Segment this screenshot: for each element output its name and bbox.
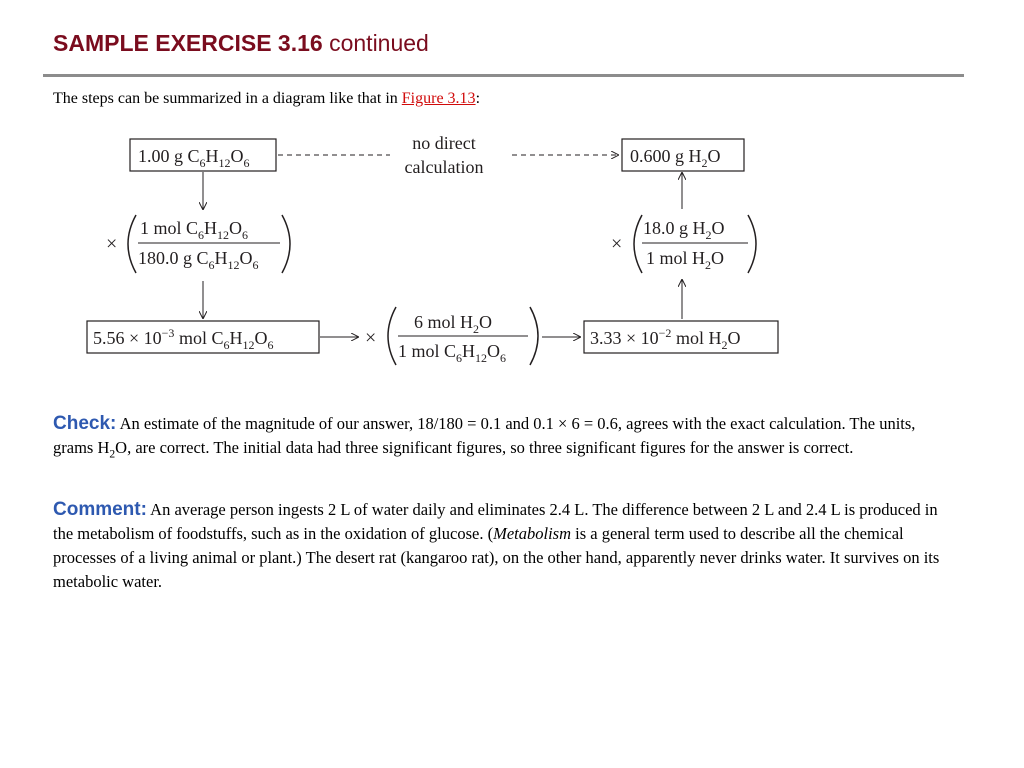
- no-direct-label-2: calculation: [404, 157, 484, 177]
- start-mass-text: 1.00 g $C_6H_{12}O_6$: [138, 146, 250, 170]
- end-mass-text: 0.600 g $H_2O$: [630, 146, 721, 170]
- moles-water-text: $3.33 \times 10^{-2}$ mol $H_2O$: [590, 326, 741, 352]
- times-sign-2: ×: [365, 327, 377, 349]
- comment-text-2: is a general term used to describe all the chemical processes of a living animal or plant.) The desert rat (kangaroo rat), on the other hand, apparently never drinks water. It survives on its metabolic water.: [53, 524, 940, 591]
- paren-left-1: [128, 215, 136, 273]
- check-subscript: 2: [109, 448, 116, 461]
- times-sign-3: ×: [611, 233, 623, 255]
- factor3-denominator: 1 mol $H_2O$: [646, 248, 725, 272]
- intro-text: [53, 90, 480, 108]
- paren-right-3: [748, 215, 756, 273]
- comment-italic-term: Metabolism: [493, 524, 571, 543]
- intro-sentence: The steps can be summarized in a diagram like that in: [53, 90, 398, 107]
- moles-glucose-text: $5.56 \times 10^{-3}$ mol $C_6H_{12}O_6$: [93, 326, 274, 352]
- comment-label: Comment:: [53, 499, 147, 520]
- factor2-denominator: 1 mol $C_6H_{12}O_6$: [398, 341, 507, 365]
- factor3-numerator: 18.0 g $H_2O$: [643, 218, 725, 242]
- paren-right-2: [530, 307, 538, 365]
- check-text-1: An estimate of the magnitude of our answer, 18/180 = 0.1 and 0.1 × 6 = 0.6, agrees with the exact calculation. The units, grams H: [53, 414, 916, 457]
- check-label: Check:: [53, 413, 117, 434]
- intro-colon: :: [475, 90, 481, 107]
- paren-left-2: [388, 307, 396, 365]
- conversion-diagram: [80, 125, 800, 375]
- title-divider: [43, 74, 964, 77]
- factor1-numerator: 1 mol $C_6H_{12}O_6$: [140, 218, 249, 242]
- times-sign-1: ×: [106, 233, 118, 255]
- title-bold: SAMPLE EXERCISE 3.16: [53, 30, 323, 56]
- no-direct-label-1: no direct: [412, 133, 476, 153]
- figure-link[interactable]: Figure 3.13: [401, 90, 476, 107]
- check-text-2: O, are correct. The initial data had three significant figures, so three significant figures for the answer is correct.: [115, 438, 854, 457]
- factor1-denominator: 180.0 g $C_6H_{12}O_6$: [138, 248, 259, 272]
- paren-right-1: [282, 215, 290, 273]
- check-paragraph: [53, 412, 953, 460]
- title-suffix: continued: [329, 30, 429, 56]
- page-title: [53, 30, 429, 57]
- factor2-numerator: 6 mol $H_2O$: [414, 312, 493, 336]
- paren-left-3: [634, 215, 642, 273]
- comment-paragraph: [53, 498, 953, 594]
- comment-text-1: An average person ingests 2 L of water daily and eliminates 2.4 L. The difference between 2 L and 2.4 L is produced in the metabolism of foodstuffs, such as in the oxidation of glucose. (: [53, 500, 938, 543]
